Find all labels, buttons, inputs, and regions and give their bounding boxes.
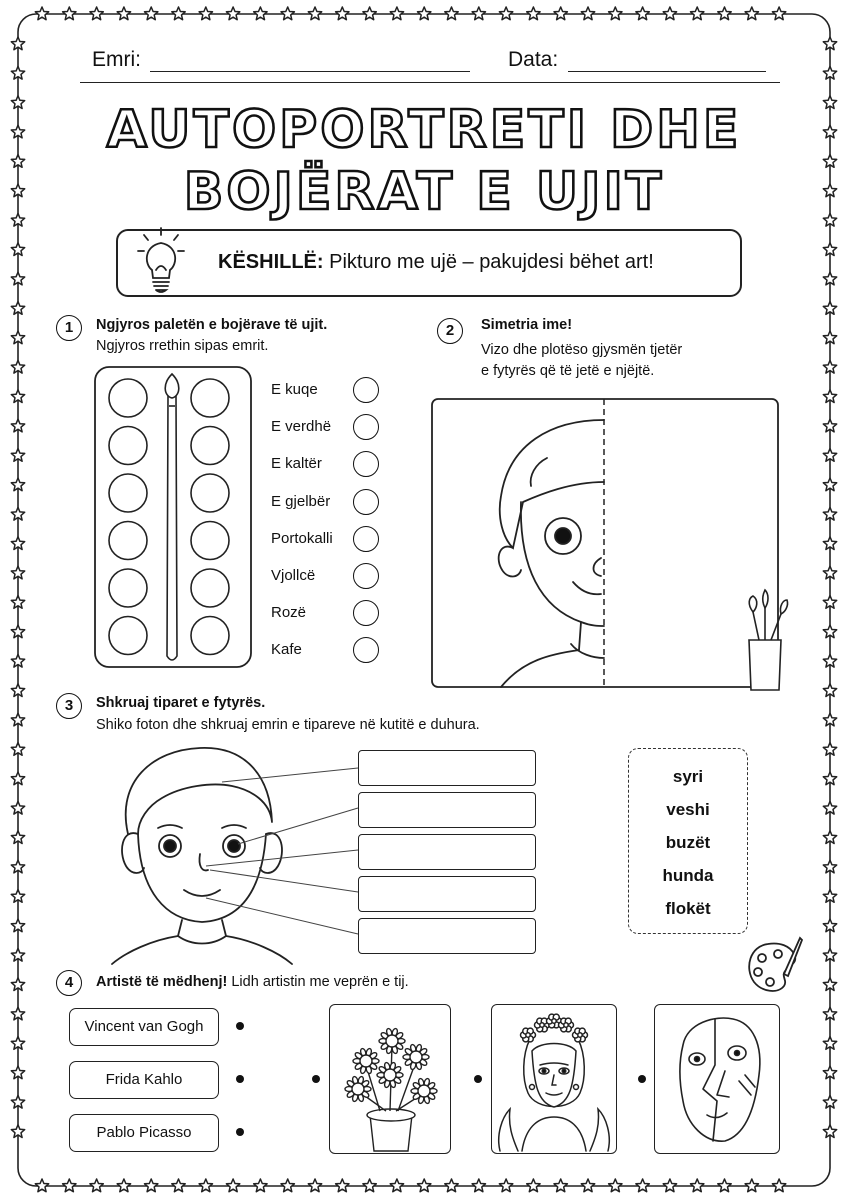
watercolor-palette bbox=[94, 366, 254, 670]
color-name-label: E kuqe bbox=[271, 381, 318, 398]
paintbrush-icon bbox=[165, 374, 179, 660]
symmetry-drawing-area[interactable] bbox=[431, 398, 781, 690]
answer-box-1[interactable] bbox=[358, 750, 536, 786]
color-name-label: E kaltër bbox=[271, 455, 322, 473]
word-bank-item: syri bbox=[672, 767, 704, 786]
section1-number: 1 bbox=[56, 315, 82, 341]
tip-text bbox=[218, 251, 654, 274]
section3-instruction: Shiko foton dhe shkruaj emrin e tipareve në kutitë e duhura. bbox=[96, 717, 480, 733]
palette-well[interactable] bbox=[109, 379, 147, 417]
palette-well[interactable] bbox=[191, 569, 229, 607]
word-bank-item: buzët bbox=[665, 833, 711, 852]
answer-box-3[interactable] bbox=[358, 834, 536, 870]
artwork-dot-1[interactable] bbox=[312, 1075, 320, 1083]
page-title-line1: AUTOPORTRETI DHE bbox=[106, 100, 742, 160]
art-palette-icon bbox=[744, 934, 804, 998]
frida-portrait-artwork[interactable] bbox=[491, 1004, 617, 1154]
color-name-label: Kafe bbox=[271, 641, 302, 659]
section4-number: 4 bbox=[56, 970, 82, 996]
date-field-line[interactable] bbox=[568, 71, 766, 72]
section2-title: Simetria ime! bbox=[481, 317, 573, 333]
color-name-label: E verdhë bbox=[271, 418, 332, 436]
color-name-label: Rozë bbox=[271, 604, 307, 622]
color-name-label: Vjollcë bbox=[271, 567, 316, 584]
name-field-line[interactable] bbox=[150, 71, 470, 72]
sunflowers-artwork[interactable] bbox=[329, 1004, 451, 1154]
section1-title: Ngjyros paletën e bojërave të ujit. bbox=[96, 317, 328, 333]
color-circle-6[interactable] bbox=[353, 563, 379, 589]
color-name-label: Portokalli bbox=[271, 529, 333, 547]
palette-well[interactable] bbox=[191, 522, 229, 560]
section2-instruction-line1: Vizo dhe plotëso gjysmën tjetër bbox=[481, 342, 683, 358]
tip-label: KËSHILLË: bbox=[218, 251, 324, 273]
answer-box-5[interactable] bbox=[358, 918, 536, 954]
palette-well[interactable] bbox=[191, 379, 229, 417]
name-label: Emri: bbox=[92, 48, 141, 71]
date-label: Data: bbox=[508, 48, 559, 71]
section3-number: 3 bbox=[56, 693, 82, 719]
color-circle-7[interactable] bbox=[353, 600, 379, 626]
artist-box-1: Vincent van Gogh bbox=[69, 1008, 219, 1046]
artwork-dot-2[interactable] bbox=[474, 1075, 482, 1083]
color-circle-4[interactable] bbox=[353, 489, 379, 515]
palette-well[interactable] bbox=[191, 617, 229, 655]
artist-box-3: Pablo Picasso bbox=[69, 1114, 219, 1152]
artwork-dot-3[interactable] bbox=[638, 1075, 646, 1083]
section4-title: Artistë të mëdhenj! bbox=[96, 974, 228, 990]
palette-well[interactable] bbox=[109, 474, 147, 512]
artist-box-2: Frida Kahlo bbox=[69, 1061, 219, 1099]
answer-box-4[interactable] bbox=[358, 876, 536, 912]
section2-instruction-line2: e fytyrës që të jetë e njëjtë. bbox=[481, 363, 655, 379]
artist-dot-1[interactable] bbox=[236, 1022, 244, 1030]
section1-instruction: Ngjyros rrethin sipas emrit. bbox=[96, 338, 269, 354]
picasso-cubist-artwork[interactable] bbox=[654, 1004, 780, 1154]
artist-dot-2[interactable] bbox=[236, 1075, 244, 1083]
word-bank-item: flokët bbox=[665, 899, 711, 918]
lightbulb-icon bbox=[136, 226, 186, 298]
palette-well[interactable] bbox=[109, 522, 147, 560]
color-name-label: E gjelbër bbox=[271, 492, 331, 510]
section4-instruction: Lidh artistin me veprën e tij. bbox=[227, 974, 409, 990]
artist-dot-3[interactable] bbox=[236, 1128, 244, 1136]
palette-well[interactable] bbox=[109, 569, 147, 607]
boy-face-diagram bbox=[102, 742, 364, 964]
section2-number: 2 bbox=[437, 318, 463, 344]
page-title-line2: BOJËRAT E UJIT bbox=[183, 162, 665, 222]
answer-box-2[interactable] bbox=[358, 792, 536, 828]
palette-well[interactable] bbox=[109, 617, 147, 655]
word-bank-item: veshi bbox=[666, 800, 710, 819]
color-circle-1[interactable] bbox=[353, 377, 379, 403]
section3-title: Shkruaj tiparet e fytyrës. bbox=[96, 695, 266, 711]
color-circle-5[interactable] bbox=[353, 526, 379, 552]
tip-message: Pikturo me ujë – pakujdesi bëhet art! bbox=[323, 251, 654, 273]
palette-well[interactable] bbox=[191, 427, 229, 465]
color-circle-2[interactable] bbox=[353, 414, 379, 440]
section4-heading bbox=[96, 972, 409, 992]
palette-well[interactable] bbox=[109, 427, 147, 465]
word-bank-item: hunda bbox=[662, 866, 714, 885]
palette-well[interactable] bbox=[191, 474, 229, 512]
header-divider bbox=[80, 82, 780, 83]
